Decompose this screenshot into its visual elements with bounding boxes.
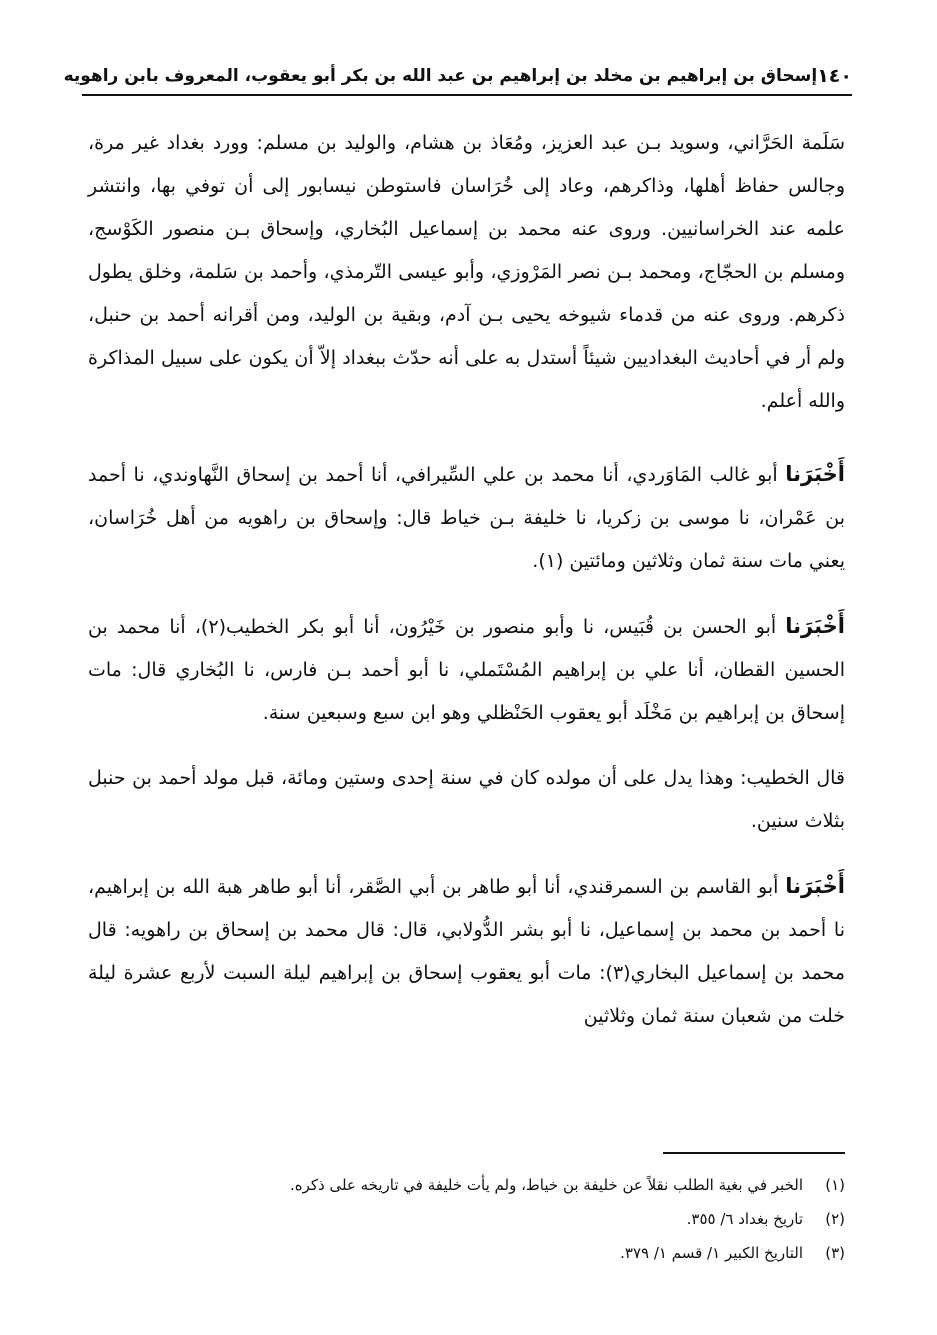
paragraph-lead: أَخْبَرَنا <box>785 462 845 486</box>
paragraph-lead: أَخْبَرَنا <box>785 874 845 898</box>
footnote-mark: (٢) <box>825 1210 845 1228</box>
paragraph-lead: أَخْبَرَنا <box>785 614 846 638</box>
paragraph-text: قال الخطيب: وهذا يدل على أن مولده كان في سنة إحدى وستين ومائة، قبل مولد أحمد بن حنبل بثلاث سنين. <box>88 767 845 832</box>
paragraph <box>88 122 845 423</box>
header-title: إسحاق بن إبراهيم بن مخلد بن إبراهيم بن عبد الله بن بكر أبو يعقوب، المعروف بابن راهويه <box>63 66 818 86</box>
footnote-separator <box>663 1152 845 1154</box>
footnotes <box>88 1168 845 1270</box>
paragraph <box>88 605 845 735</box>
page-number: ١٤٠ <box>817 65 852 87</box>
paragraph-text: سَلَمة الحَرَّاني، وسويد بـن عبد العزيز، ومُعَاذ بن هشام، والوليد بن مسلم: وورد بغداد غير مرة، وجالس حفاظ أهلها، وذاكرهم، وعاد إلى خُرَاسان فاستوطن نيسابور إلى أن توفي بها، وانتشر علمه عند الخراسانيين. وروى عنه محمد بن إسماعيل البُخاري، وإسحاق بـن منصور الكَوْسج، ومسلم بن الحجّاج، ومحمد بـن نصر المَرْوزي، وأبو عيسى التّرمذي، وأحمد بن سَلمة، وخلق يطول ذكرهم. وروى عنه من قدماء شيوخه يحيى بـن آدم، وبقية بن الوليد، ومن أقرانه أحمد بن حنبل، ولم أر في أحاديث البغداديين شيئاً أستدل به على أنه حدّث ببغداد إلاّ أن يكون على سبيل المذاكرة والله أعلم. <box>88 132 845 412</box>
footnote-text: التاريخ الكبير ١/ قسم ١/ ٣٧٩. <box>620 1244 803 1262</box>
footnote <box>88 1236 845 1270</box>
paragraph <box>88 757 845 843</box>
running-header <box>63 58 852 96</box>
paragraph <box>88 453 845 583</box>
paragraph-text: أبو القاسم بن السمرقندي، أنا أبو طاهر بن أبي الصَّقر، أنا أبو طاهر هبة الله بن إبراهيم، نا أحمد بن محمد بن إسماعيل، نا أبو بشر الدُّولابي، قال: قال محمد بن إسحاق بن راهويه: قال محمد بن إسماعيل البخاري(٣): مات أبو يعقوب إسحاق بن إبراهيم ليلة السبت لأربع عشرة ليلة خلت من شعبان سنة ثمان وثلاثين <box>88 876 845 1027</box>
footnote-text: الخبر في بغية الطلب نقلاً عن خليفة بن خياط، ولم يأت خليفة في تاريخه على ذكره. <box>289 1176 803 1194</box>
footnote-mark: (١) <box>825 1176 845 1194</box>
footnote <box>88 1168 845 1202</box>
footnote-mark: (٣) <box>825 1244 845 1262</box>
main-text <box>88 122 845 1060</box>
footnote-text: تاريخ بغداد ٦/ ٣٥٥. <box>686 1210 803 1228</box>
paragraph-text: أبو الحسن بن قُبَيس، نا وأبو منصور بن خَيْرُون، أنا أبو بكر الخطيب(٢)، أنا محمد بن الحسين القطان، أنا علي بن إبراهيم المُسْتَملي، نا أبو أحمد بـن فارس، نا البُخاري قال: مات إسحاق بن إبراهيم بن مَخْلَد أبو يعقوب الحَنْظلي وهو ابن سبع وسبعين سنة. <box>88 616 845 724</box>
paragraph <box>88 865 845 1038</box>
footnote <box>88 1202 845 1236</box>
paragraph-text: أبو غالب المَاوَردي، أنا محمد بن علي السِّيرافي، أنا أحمد بن إسحاق النَّهاوندي، نا أحمد بن عَمْران، نا موسى بن زكريا، نا خليفة بـن خياط قال: وإسحاق بن راهويه من أهل خُرَاسان، يعني مات سنة ثمان وثلاثين ومائتين (١). <box>88 464 845 572</box>
